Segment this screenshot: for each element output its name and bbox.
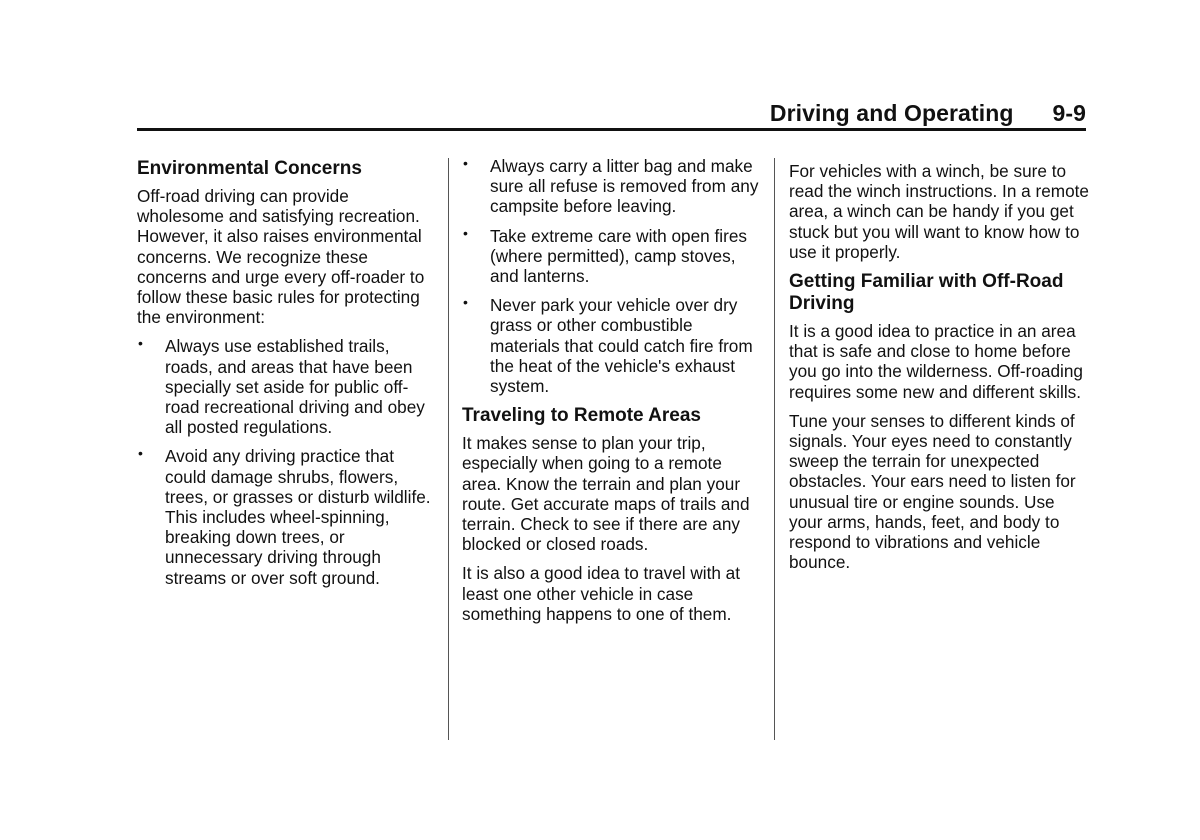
- bullet-icon: •: [463, 294, 468, 311]
- paragraph: It makes sense to plan your trip, especially when going to a remote area. Know the terrain and plan your route. Get accurate maps of trails and terrain. Check to see if there are any blocked or closed roads.: [462, 433, 750, 555]
- header-rule: [137, 128, 1086, 131]
- list-item: [462, 156, 762, 217]
- paragraph-winch: For vehicles with a winch, be sure to read the winch instructions. In a remote area, a winch can be handy if you get stuck but you will want to know how to use it properly.: [789, 161, 1089, 262]
- bullet-list: [137, 336, 437, 587]
- header-title-line: [770, 100, 1086, 127]
- bullet-icon: •: [138, 445, 143, 462]
- bullet-list: [462, 156, 762, 396]
- paragraph: It is also a good idea to travel with at least one other vehicle in case something happens to one of them.: [462, 563, 741, 624]
- column-2: [462, 156, 762, 633]
- heading-getting-familiar: Getting Familiar with Off-Road Driving: [789, 271, 1064, 315]
- list-item-text: Always use established trails, roads, and areas that have been specially set aside for public off-road recreational driving and obey all posted regulations.: [165, 336, 425, 438]
- list-item: [137, 336, 437, 437]
- heading-environmental-concerns: Environmental Concerns: [137, 158, 362, 179]
- section-title: Driving and Operating: [769, 100, 1014, 126]
- paragraph-intro: Off-road driving can provide wholesome and satisfying recreation. However, it also raises environmental concerns. We recognize these concerns and urge every off-roader to follow these basic rules for protecting the environment:: [137, 186, 425, 328]
- page-number: 9-9: [1052, 100, 1086, 126]
- list-item-text: Never park your vehicle over dry grass or other combustible materials that could catch fire from the heat of the vehicle's exhaust system.: [490, 295, 753, 397]
- page-header: [137, 98, 1086, 130]
- bullet-icon: •: [138, 335, 143, 352]
- list-item-text: Avoid any driving practice that could damage shrubs, flowers, trees, or grasses or disturb wildlife. This includes wheel-spinning, breaking down trees, or unnecessary driving through streams or over soft ground.: [165, 446, 431, 588]
- paragraph: Tune your senses to different kinds of signals. Your eyes need to constantly sweep the terrain for unexpected obstacles. Your ears need to listen for unusual tire or engine sounds. Use your arms, hands, feet, and body to respond to vibrations and vehicle bounce.: [789, 410, 1076, 573]
- list-item-text: Take extreme care with open fires (where permitted), camp stoves, and lanterns.: [490, 225, 747, 287]
- heading-traveling-remote-areas: Traveling to Remote Areas: [462, 405, 701, 427]
- list-item: [137, 446, 437, 587]
- column-3: [789, 161, 1089, 581]
- column-1: [137, 158, 437, 597]
- column-divider-1: [448, 158, 449, 740]
- bullet-icon: •: [463, 155, 468, 171]
- list-item: [462, 295, 762, 396]
- bullet-icon: •: [463, 224, 468, 241]
- list-item-text: Always carry a litter bag and make sure all refuse is removed from any campsite before leaving.: [490, 156, 759, 217]
- paragraph: It is a good idea to practice in an area that is safe and close to home before you go into the wilderness. Off-roading requires some new and different skills.: [789, 321, 1083, 402]
- list-item: [462, 226, 762, 287]
- column-divider-2: [774, 158, 775, 740]
